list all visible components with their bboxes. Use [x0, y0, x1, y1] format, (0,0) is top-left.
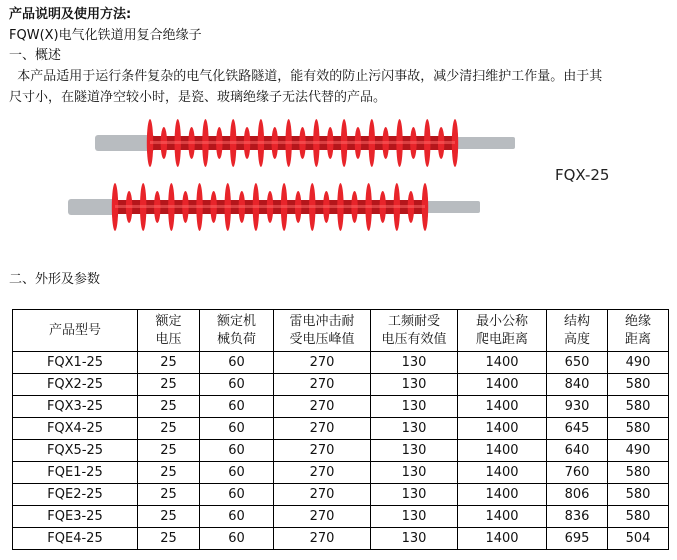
model-label: FQX-25	[555, 166, 610, 184]
table-row	[13, 462, 669, 484]
table-cell: 760	[547, 462, 608, 484]
table-cell: FQX4-25	[13, 418, 138, 440]
table-cell: 1400	[458, 396, 547, 418]
table-cell: 504	[608, 528, 669, 550]
table-row	[13, 528, 669, 550]
table-cell: 60	[200, 440, 274, 462]
table-cell: 270	[274, 418, 371, 440]
table-header-row	[13, 310, 669, 352]
table-cell: 25	[138, 374, 200, 396]
table-cell: 130	[371, 396, 458, 418]
table-cell: FQX1-25	[13, 352, 138, 374]
table-header-text: 电压	[155, 331, 182, 347]
overview-paragraph-line2: 尺寸小，在隧道净空较小时，是瓷、玻璃绝缘子无法代替的产品。	[9, 90, 387, 105]
table-cell: 60	[200, 462, 274, 484]
table-cell: 580	[608, 374, 669, 396]
table-cell: 25	[138, 440, 200, 462]
table-cell: 580	[608, 506, 669, 528]
section-specs-heading: 二、外形及参数	[9, 272, 101, 287]
table-cell: 580	[608, 462, 669, 484]
table-cell: FQE2-25	[13, 484, 138, 506]
table-header-text: 产品型号	[48, 322, 101, 338]
table-cell: 130	[371, 528, 458, 550]
table-cell: 580	[608, 418, 669, 440]
table-cell: 840	[547, 374, 608, 396]
table-cell: 60	[200, 374, 274, 396]
table-cell: 130	[371, 440, 458, 462]
table-header-text: 工频耐受	[387, 313, 440, 329]
table-cell: 1400	[458, 506, 547, 528]
table-cell: 25	[138, 484, 200, 506]
overview-text-1: 本产品适用于运行条件复杂的电气化铁路隧道，能有效的防止污闪事故，减少清扫维护工作量。由于其	[17, 69, 603, 84]
table-header-text: 高度	[563, 331, 590, 347]
table-cell: 25	[138, 352, 200, 374]
overview-paragraph-line1	[9, 66, 669, 87]
table-row	[13, 484, 669, 506]
table-cell: FQE4-25	[13, 528, 138, 550]
table-cell: 1400	[458, 374, 547, 396]
table-cell: 130	[371, 506, 458, 528]
table-cell: 490	[608, 352, 669, 374]
table-header-cell	[200, 310, 274, 352]
table-header-text: 绝缘	[624, 313, 651, 329]
table-cell: 270	[274, 484, 371, 506]
table-cell: 130	[371, 484, 458, 506]
table-header-text: 额定机	[216, 313, 256, 329]
table-cell: 490	[608, 440, 669, 462]
table-header-text: 距离	[624, 331, 651, 347]
insulator-image-2	[68, 183, 480, 231]
table-header-text: 结构	[563, 313, 590, 329]
table-header-cell	[458, 310, 547, 352]
table-cell: 695	[547, 528, 608, 550]
table-header-text: 额定	[155, 313, 182, 329]
table-cell: FQX2-25	[13, 374, 138, 396]
table-cell: 806	[547, 484, 608, 506]
table-cell: 270	[274, 440, 371, 462]
spec-table	[12, 309, 669, 550]
table-header-cell	[138, 310, 200, 352]
table-row	[13, 352, 669, 374]
table-cell: 130	[371, 418, 458, 440]
table-cell: FQX3-25	[13, 396, 138, 418]
table-cell: 270	[274, 396, 371, 418]
table-cell: 270	[274, 462, 371, 484]
table-header-cell	[547, 310, 608, 352]
table-cell: 580	[608, 484, 669, 506]
table-cell: 640	[547, 440, 608, 462]
table-cell: 270	[274, 374, 371, 396]
table-cell: FQE1-25	[13, 462, 138, 484]
table-cell: 130	[371, 374, 458, 396]
table-cell: FQX5-25	[13, 440, 138, 462]
table-cell: 1400	[458, 418, 547, 440]
table-cell: 1400	[458, 462, 547, 484]
table-row	[13, 506, 669, 528]
table-header-text: 雷电冲击耐	[289, 313, 355, 329]
product-subtitle: FQW(X)电气化铁道用复合绝缘子	[9, 28, 202, 43]
table-cell: 580	[608, 396, 669, 418]
table-header-text: 械负荷	[216, 331, 256, 347]
table-cell: 1400	[458, 440, 547, 462]
table-cell: 1400	[458, 528, 547, 550]
table-cell: 270	[274, 352, 371, 374]
table-cell: 130	[371, 462, 458, 484]
page-title: 产品说明及使用方法:	[9, 7, 132, 22]
table-row	[13, 440, 669, 462]
table-row	[13, 374, 669, 396]
table-header-cell	[274, 310, 371, 352]
table-cell: 130	[371, 352, 458, 374]
table-header-cell	[371, 310, 458, 352]
table-cell: 60	[200, 506, 274, 528]
table-cell: 25	[138, 462, 200, 484]
table-header-cell	[13, 310, 138, 352]
table-header-text: 最小公称	[475, 313, 528, 329]
table-cell: 60	[200, 352, 274, 374]
table-cell: 60	[200, 418, 274, 440]
table-cell: 60	[200, 484, 274, 506]
table-header-text: 爬电距离	[475, 331, 528, 347]
table-header-text: 电压有效值	[381, 331, 447, 347]
table-body	[13, 352, 669, 550]
table-cell: 645	[547, 418, 608, 440]
table-cell: 25	[138, 418, 200, 440]
table-cell: 270	[274, 506, 371, 528]
table-cell: 60	[200, 396, 274, 418]
table-cell: FQE3-25	[13, 506, 138, 528]
section-overview-heading: 一、概述	[9, 48, 62, 63]
table-row	[13, 418, 669, 440]
table-header-text: 受电压峰值	[289, 331, 355, 347]
table-cell: 930	[547, 396, 608, 418]
table-row	[13, 396, 669, 418]
table-cell: 650	[547, 352, 608, 374]
table-cell: 25	[138, 506, 200, 528]
table-cell: 1400	[458, 484, 547, 506]
table-cell: 25	[138, 528, 200, 550]
table-header-cell	[608, 310, 669, 352]
table-cell: 270	[274, 528, 371, 550]
table-cell: 1400	[458, 352, 547, 374]
table-cell: 25	[138, 396, 200, 418]
table-cell: 836	[547, 506, 608, 528]
insulator-image-1	[95, 119, 515, 167]
table-cell: 60	[200, 528, 274, 550]
